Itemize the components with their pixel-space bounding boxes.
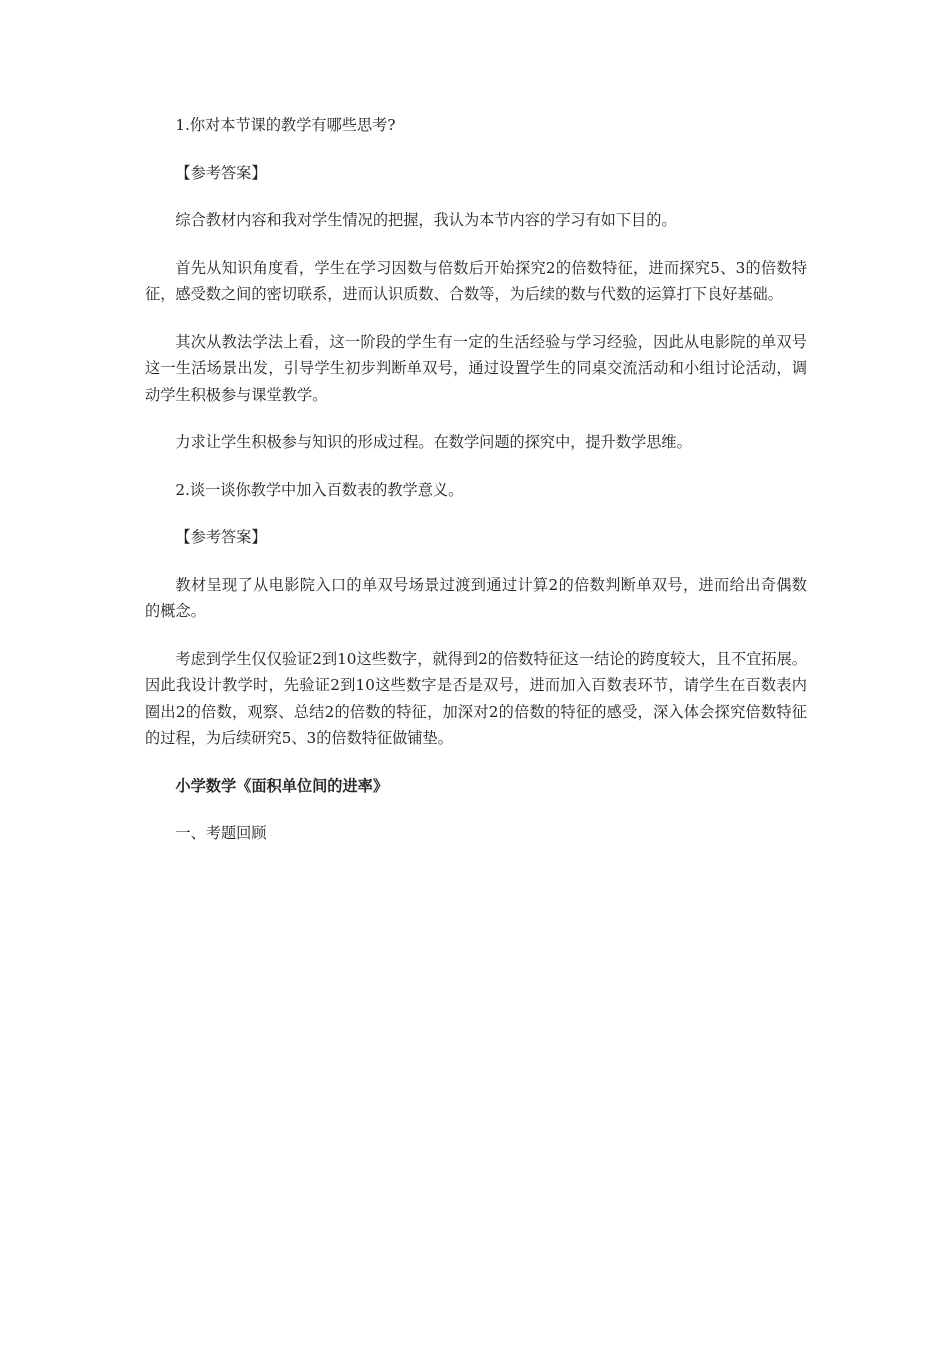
section-heading: 小学数学《面积单位间的进率》 [175,776,389,795]
answer-label-1: 【参考答案】 [175,163,267,182]
question-1: 1.你对本节课的教学有哪些思考? [175,116,396,134]
subsection-heading: 一、考题回顾 [175,824,267,842]
answer-2-paragraph-2: 考虑到学生仅仅验证2到10这些数字，就得到2的倍数特征这一结论的跨度较大，且不宜拓展。因此我设计教学时，先验证2到10这些数字是否是双号，进而加入百数表环节，请学生在百数表内圈出2的倍数，观察、总结2的倍数的特征，加深对2的倍数的特征的感受，深入体会探究倍数特征的过程，为后续研究5、3的倍数特征做铺垫。 [145,649,807,747]
document-page [145,112,807,868]
answer-1-paragraph-4: 力求让学生积极参与知识的形成过程。在数学问题的探究中，提升数学思维。 [175,433,692,451]
answer-1-paragraph-1: 综合教材内容和我对学生情况的把握，我认为本节内容的学习有如下目的。 [175,211,677,229]
answer-2-paragraph-1: 教材呈现了从电影院入口的单双号场景过渡到通过计算2的倍数判断单双号，进而给出奇偶数的概念。 [145,575,807,620]
answer-1-paragraph-3: 其次从教法学法上看，这一阶段的学生有一定的生活经验与学习经验，因此从电影院的单双号这一生活场景出发，引导学生初步判断单双号，通过设置学生的同桌交流活动和小组讨论活动，调动学生积极参与课堂教学。 [145,332,807,404]
question-2: 2.谈一谈你教学中加入百数表的教学意义。 [175,480,464,499]
answer-1-paragraph-2: 首先从知识角度看，学生在学习因数与倍数后开始探究2的倍数特征，进而探究5、3的倍数特征，感受数之间的密切联系，进而认识质数、合数等，为后续的数与代数的运算打下良好基础。 [145,258,807,303]
answer-label-2: 【参考答案】 [175,528,267,546]
